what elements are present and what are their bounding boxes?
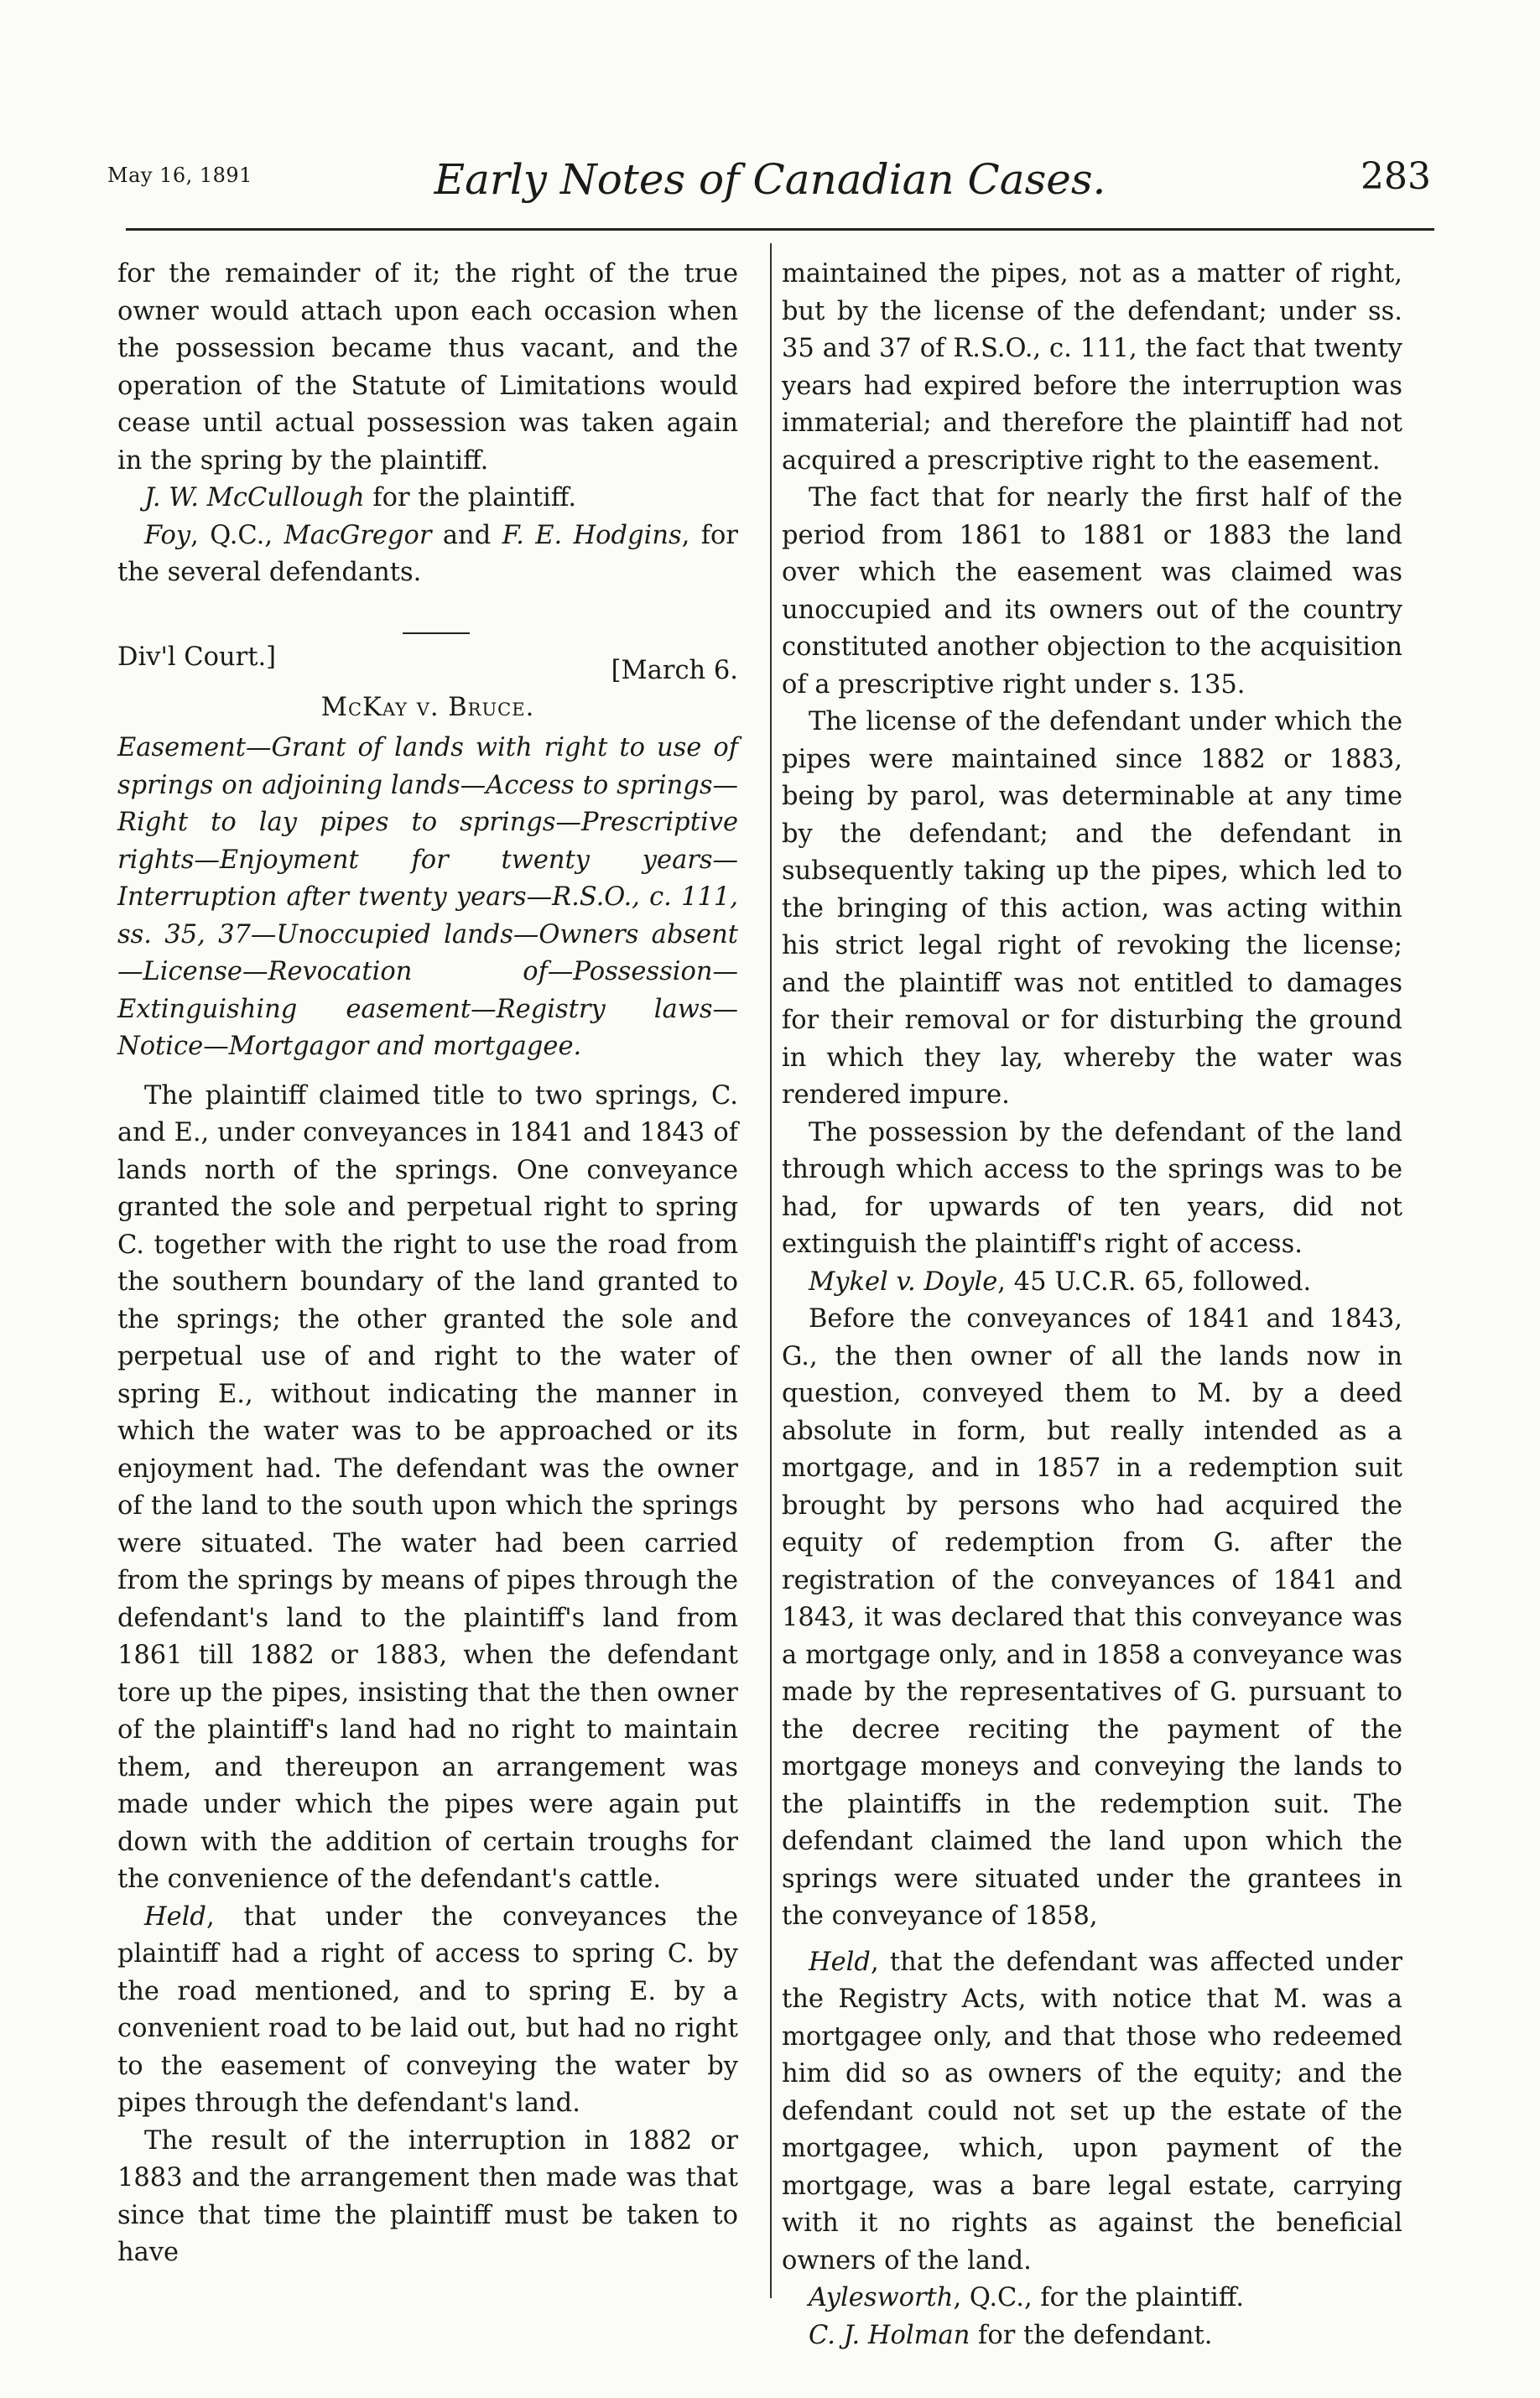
counsel-name: C. J. Holman (809, 2320, 970, 2350)
section-dash (403, 632, 470, 634)
paragraph: The license of the defendant under which the pipes were maintained since 1882 or 1883, being by parol, was determinable at any time by the defendant; and the defendant in subsequently taking up the pipes, which led to the bringing of this action, was acting within his strict legal right of revoking the license; and the plaintiff was not entitled to damages for their removal or for disturbing the ground in which they lay, whereby the water was rendered impure. (782, 707, 1402, 1110)
header-date: May 16, 1891 (107, 164, 252, 187)
held-text: , that under the conveyances the plaintiff had a right of access to spring C. by the road mentioned, and to spring E. by a convenient road to be laid out, but had no right to the easement of conveying the water by pipes through the defendant's land. (117, 1901, 738, 2118)
cited-case: Mykel v. Doyle (809, 1267, 998, 1297)
counsel-line (782, 2280, 1402, 2317)
counsel-text: and (431, 520, 502, 550)
court-date: [March 6. (611, 655, 738, 685)
court-name: Div'l Court.] (117, 642, 277, 672)
counsel-name: F. E. Hodgins (502, 520, 682, 550)
counsel-role: , for the several defendants. (117, 520, 738, 587)
right-column (782, 256, 1402, 2354)
counsel-name: Aylesworth (809, 2283, 954, 2312)
counsel-role: for the plaintiff. (364, 483, 577, 512)
page-number: 283 (1361, 155, 1431, 198)
page-header (0, 147, 1540, 214)
counsel-name: Foy (144, 520, 191, 550)
held-text: , that the defendant was affected under the Registry Acts, with notice that M. was a mortgagee only, and that those who redeemed him did so as owners of the equity; and the defendant could not set up the estate of the mortgagee, which, upon payment of the mortgage, was a bare legal estate, carrying with it no rights as against the beneficial owners of the land. (782, 1947, 1402, 2276)
counsel-line (117, 480, 738, 518)
held-paragraph (782, 1944, 1402, 2281)
paragraph: The fact that for nearly the first half of the period from 1861 to 1881 or 1883 the land over which the easement was claimed was unoccupied and its owners out of the country constituted another objection to the acquisition of a prescriptive right under s. 135. (782, 483, 1402, 700)
counsel-role: , Q.C., for the plaintiff. (953, 2283, 1245, 2312)
counsel-name: J. W. McCullough (144, 483, 365, 512)
court-line (117, 632, 738, 683)
header-rule (126, 228, 1434, 231)
paragraph: The plaintiff claimed title to two springs, C. and E., under conveyances in 1841 and 1843 of lands north of the springs. One conveyance granted the sole and perpetual right to spring C. together with the right to use the road from the southern boundary of the land granted to the springs; the other granted the sole and perpetual use of and right to the water of spring E., without indicating the manner in which the water was to be approached or its enjoyment had. The defendant was the owner of the land to the south upon which the springs were situated. The water had been carried from the springs by means of pipes through the defendant's land to the plaintiff's land from 1861 till 1882 or 1883, when the defendant tore up the pipes, insisting that the then owner of the plaintiff's land had no right to maintain them, and thereupon an arrangement was made under which the pipes were again put down with the addition of certain troughs for the convenience of the defendant's cattle. (117, 1080, 738, 1894)
counsel-text: , Q.C., (190, 520, 284, 550)
counsel-line (782, 2317, 1402, 2355)
counsel-name: MacGregor (284, 520, 432, 550)
paragraph: maintained the pipes, not as a matter of right, but by the license of the defendant; under ss. 35 and 37 of R.S.O., c. 111, the fact that twenty years had expired before the interruption was immaterial; and therefore the plaintiff had not acquired a prescriptive right to the easement. (782, 259, 1402, 476)
counsel-role: for the defendant. (970, 2320, 1213, 2350)
citation-text: , 45 U.C.R. 65, followed. (997, 1267, 1312, 1297)
held-label: Held (809, 1947, 871, 1977)
left-column (117, 256, 738, 2272)
paragraph: for the remainder of it; the right of the true owner would attach upon each occasion when the possession became thus vacant, and the operation of the Statute of Limitations would cease until actual possession was taken again in the spring by the plaintiff. (117, 259, 738, 476)
case-title: McKay v. Bruce. (320, 692, 535, 722)
column-divider (770, 243, 772, 2298)
held-label: Held (144, 1901, 206, 1932)
citation (782, 1264, 1402, 1302)
paragraph: Before the conveyances of 1841 and 1843, G., the then owner of all the lands now in question, conveyed them to M. by a deed absolute in form, but really intended as a mortgage, and in 1857 in a redemption suit brought by persons who had acquired the equity of redemption from G. after the registration of the conveyances of 1841 and 1843, it was declared that this conveyance was a mortgage only, and in 1858 a conveyance was made by the representatives of G. pursuant to the decree reciting the payment of the mortgage moneys and conveying the lands to the plaintiffs in the redemption suit. The defendant claimed the land upon which the springs were situated under the grantees in the conveyance of 1858, (782, 1304, 1402, 1931)
counsel-line (117, 518, 738, 592)
headnote: Easement—Grant of lands with right to use of springs on adjoining lands—Access to springs—Right to lay pipes to springs—Prescriptive rights—Enjoyment for twenty years—Interruption after twenty years—R.S.O., c. 111, ss. 35, 37—Unoccupied lands—Owners absent—License—Revocation of—Possession—Extinguishing easement—Registry laws—Notice—Mortgagor and mortgagee. (117, 733, 738, 1061)
paragraph: The result of the interruption in 1882 or 1883 and the arrangement then made was that since that time the plaintiff must be taken to have (117, 2125, 738, 2267)
paragraph: The possession by the defendant of the land through which access to the springs was to be had, for upwards of ten years, did not extinguish the plaintiff's right of access. (782, 1117, 1402, 1259)
running-title: Early Notes of Canadian Cases. (434, 155, 1106, 204)
held-paragraph (117, 1899, 738, 2123)
